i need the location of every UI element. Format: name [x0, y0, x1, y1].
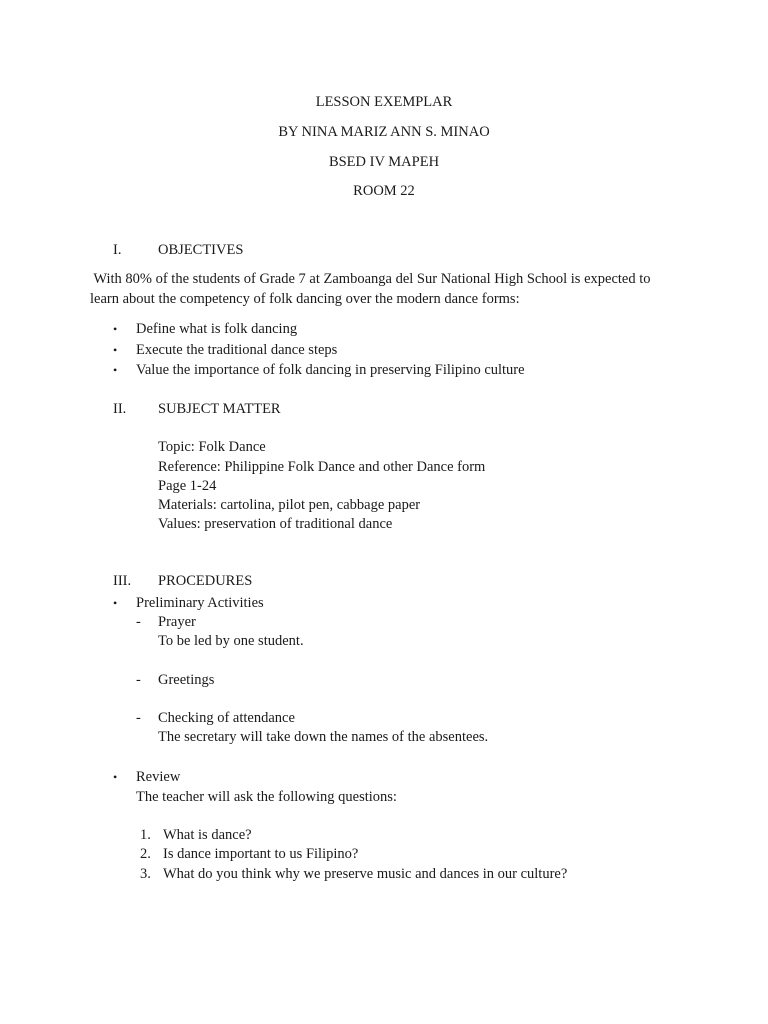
author-line: BY NINA MARIZ ANN S. MINAO — [278, 124, 490, 140]
room-line: ROOM 22 — [353, 183, 415, 199]
course-line: BSED IV MAPEH — [328, 154, 440, 170]
question-text: What do you think why we preserve music and dances in our culture? — [163, 866, 568, 882]
greetings-item: Greetings — [158, 672, 215, 688]
question-number: 1. — [140, 827, 151, 843]
section-heading-procedures: PROCEDURES — [158, 573, 253, 589]
objectives-intro-line-2: learn about the competency of folk dancing over the modern dance forms: — [90, 291, 520, 307]
review-intro: The teacher will ask the following questions: — [136, 789, 397, 805]
question-number: 3. — [140, 866, 151, 882]
question-text: What is dance? — [163, 827, 252, 843]
section-heading-subject-matter: SUBJECT MATTER — [158, 401, 281, 417]
objectives-intro-line-1: With 80% of the students of Grade 7 at Zamboanga del Sur National High School is expected to — [90, 271, 651, 287]
subject-pages: Page 1-24 — [158, 478, 217, 494]
bullet-icon: • — [113, 363, 118, 377]
attendance-note: The secretary will take down the names of the absentees. — [158, 729, 489, 745]
objective-item: Execute the traditional dance steps — [136, 342, 338, 358]
review-label: Review — [136, 769, 181, 785]
dash-marker: - — [136, 710, 141, 726]
section-heading-objectives: OBJECTIVES — [158, 242, 244, 258]
objective-item: Define what is folk dancing — [136, 321, 298, 337]
attendance-item: Checking of attendance — [158, 710, 295, 726]
subject-materials: Materials: cartolina, pilot pen, cabbage paper — [158, 497, 421, 513]
bullet-icon: • — [113, 596, 118, 610]
bullet-icon: • — [113, 770, 118, 784]
prayer-item: Prayer — [158, 614, 196, 630]
bullet-icon: • — [113, 343, 118, 357]
preliminary-activities-label: Preliminary Activities — [136, 595, 264, 611]
section-numeral-objectives: I. — [113, 242, 122, 258]
section-numeral-procedures: III. — [113, 573, 132, 589]
subject-values: Values: preservation of traditional dance — [158, 516, 393, 532]
prayer-note: To be led by one student. — [158, 633, 304, 649]
section-numeral-subject-matter: II. — [113, 401, 127, 417]
subject-reference: Reference: Philippine Folk Dance and other Dance form — [158, 459, 486, 475]
subject-topic: Topic: Folk Dance — [158, 439, 266, 455]
document-title: LESSON EXEMPLAR — [315, 94, 453, 110]
objective-item: Value the importance of folk dancing in preserving Filipino culture — [136, 362, 525, 378]
bullet-icon: • — [113, 322, 118, 336]
question-number: 2. — [140, 846, 151, 862]
question-text: Is dance important to us Filipino? — [163, 846, 359, 862]
dash-marker: - — [136, 614, 141, 630]
dash-marker: - — [136, 672, 141, 688]
